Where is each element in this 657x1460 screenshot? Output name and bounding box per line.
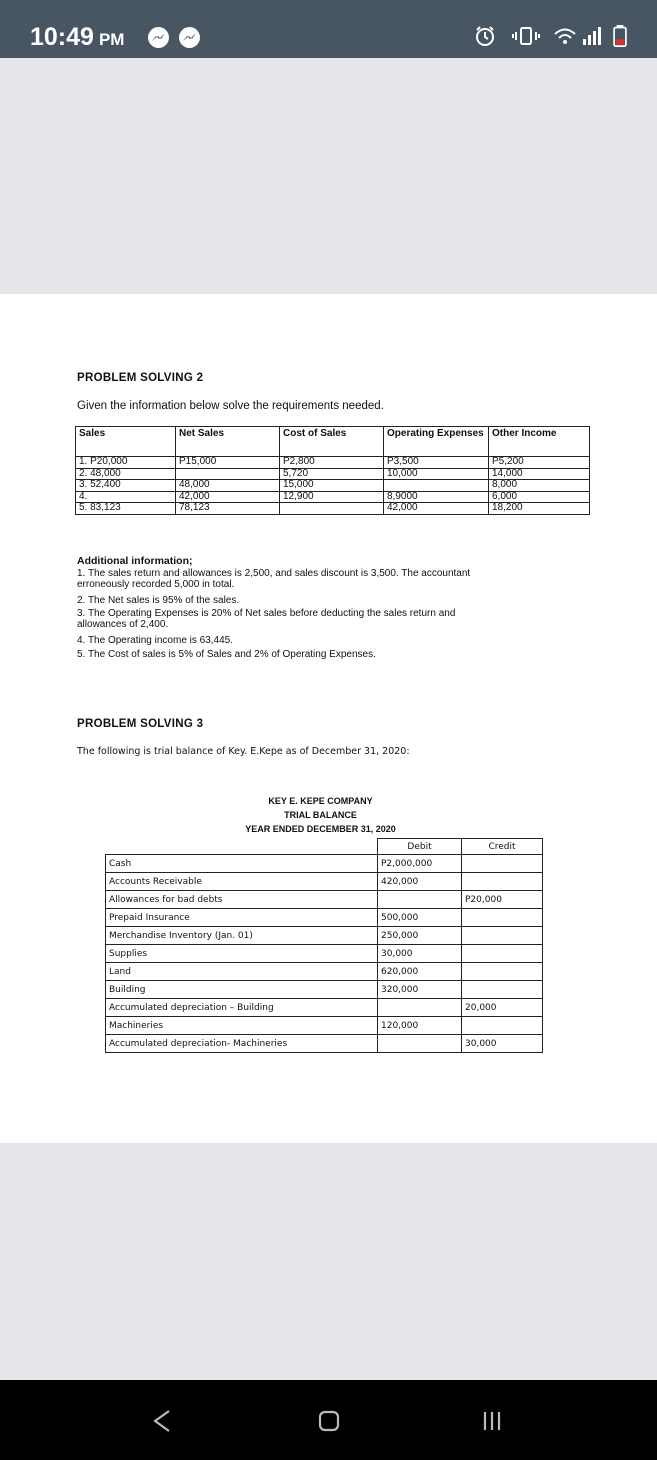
table-row: [76, 457, 590, 469]
table-cell: 48,000: [176, 480, 280, 492]
table-cell: 8,9000: [384, 491, 489, 503]
additional-info-line: 4. The Operating income is 63,445.: [77, 635, 234, 646]
account-name: Machineries: [106, 1017, 378, 1035]
credit-value: [462, 963, 543, 981]
navigation-bar: [0, 1380, 657, 1460]
credit-value: 20,000: [462, 999, 543, 1017]
table-cell: 42,000: [384, 503, 489, 515]
table-row: [106, 945, 543, 963]
column-header: Sales: [76, 427, 176, 457]
credit-value: [462, 927, 543, 945]
trial-balance-table: [105, 838, 543, 1053]
account-name: Prepaid Insurance: [106, 909, 378, 927]
account-name: Building: [106, 981, 378, 999]
account-name: Land: [106, 963, 378, 981]
additional-info-line: allowances of 2,400.: [77, 619, 169, 630]
recent-apps-icon[interactable]: [480, 1410, 504, 1432]
messenger-icon: [179, 27, 200, 48]
document-image[interactable]: [0, 294, 657, 1143]
credit-value: [462, 1017, 543, 1035]
report-period: YEAR ENDED DECEMBER 31, 2020: [245, 824, 396, 834]
table-row: [106, 927, 543, 945]
column-header: Other Income: [489, 427, 590, 457]
problem2-table: [75, 426, 590, 515]
debit-value: 500,000: [378, 909, 462, 927]
signal-icon: [581, 25, 603, 47]
debit-value: 420,000: [378, 873, 462, 891]
credit-value: [462, 909, 543, 927]
table-row: [106, 1017, 543, 1035]
column-header: Net Sales: [176, 427, 280, 457]
table-cell: [384, 480, 489, 492]
credit-value: [462, 873, 543, 891]
table-row: [106, 981, 543, 999]
account-name: Accumulated depreciation- Machineries: [106, 1035, 378, 1053]
image-viewer-background: [0, 58, 657, 294]
account-name: Accumulated depreciation – Building: [106, 999, 378, 1017]
table-cell: 78,123: [176, 503, 280, 515]
battery-icon: [612, 25, 628, 47]
wifi-icon: [553, 25, 577, 47]
credit-value: P20,000: [462, 891, 543, 909]
account-name: Allowances for bad debts: [106, 891, 378, 909]
credit-header: Credit: [462, 839, 543, 855]
problem2-heading: PROBLEM SOLVING 2: [77, 372, 204, 384]
account-name: Accounts Receivable: [106, 873, 378, 891]
table-cell: 4.: [76, 491, 176, 503]
table-cell: 5,720: [280, 468, 384, 480]
table-cell: P5,200: [489, 457, 590, 469]
additional-info-line: erroneously recorded 5,000 in total.: [77, 579, 235, 590]
additional-info-line: 5. The Cost of sales is 5% of Sales and 2% of Operating Expenses.: [77, 649, 376, 660]
table-row: [106, 891, 543, 909]
table-cell: 3. 52,400: [76, 480, 176, 492]
table-row: [76, 503, 590, 515]
debit-header: Debit: [378, 839, 462, 855]
credit-value: [462, 855, 543, 873]
credit-value: 30,000: [462, 1035, 543, 1053]
table-row: [76, 480, 590, 492]
table-cell: 15,000: [280, 480, 384, 492]
back-icon[interactable]: [150, 1408, 174, 1434]
table-row: [106, 909, 543, 927]
home-icon[interactable]: [317, 1409, 341, 1433]
problem3-heading: PROBLEM SOLVING 3: [77, 718, 204, 730]
company-name: KEY E. KEPE COMPANY: [268, 796, 373, 806]
table-cell: 42,000: [176, 491, 280, 503]
account-name: Merchandise Inventory (Jan. 01): [106, 927, 378, 945]
problem3-intro: The following is trial balance of Key. E.Kepe as of December 31, 2020:: [77, 746, 410, 757]
debit-value: 250,000: [378, 927, 462, 945]
problem2-intro: Given the information below solve the requirements needed.: [77, 400, 384, 412]
table-row: [106, 855, 543, 873]
table-row: [106, 999, 543, 1017]
debit-value: 320,000: [378, 981, 462, 999]
debit-value: 620,000: [378, 963, 462, 981]
column-header: Cost of Sales: [280, 427, 384, 457]
blank-header-cell: [106, 839, 378, 855]
table-cell: 8,000: [489, 480, 590, 492]
account-name: Cash: [106, 855, 378, 873]
table-cell: [280, 503, 384, 515]
debit-value: 30,000: [378, 945, 462, 963]
debit-value: 120,000: [378, 1017, 462, 1035]
table-header-row: [76, 427, 590, 457]
table-cell: 14,000: [489, 468, 590, 480]
table-cell: 12,900: [280, 491, 384, 503]
debit-value: P2,000,000: [378, 855, 462, 873]
table-row: [76, 468, 590, 480]
table-cell: [176, 468, 280, 480]
credit-value: [462, 945, 543, 963]
table-cell: 5. 83,123: [76, 503, 176, 515]
debit-value: [378, 1035, 462, 1053]
credit-value: [462, 981, 543, 999]
messenger-icon: [148, 27, 169, 48]
table-cell: P2,800: [280, 457, 384, 469]
clock: 10:49 PM: [30, 23, 125, 51]
additional-info-line: 1. The sales return and allowances is 2,500, and sales discount is 3,500. The accountant: [77, 568, 471, 579]
table-cell: P3,500: [384, 457, 489, 469]
table-cell: 10,000: [384, 468, 489, 480]
alarm-icon: [474, 25, 496, 47]
debit-value: [378, 999, 462, 1017]
table-cell: P15,000: [176, 457, 280, 469]
table-cell: 1. P20,000: [76, 457, 176, 469]
debit-value: [378, 891, 462, 909]
additional-info-title: Additional information;: [77, 555, 193, 567]
image-viewer-background: [0, 1143, 657, 1380]
table-cell: 18,200: [489, 503, 590, 515]
table-row: [106, 1035, 543, 1053]
column-header: Operating Expenses: [384, 427, 489, 457]
additional-info-line: 3. The Operating Expenses is 20% of Net sales before deducting the sales return and: [77, 608, 456, 619]
table-cell: 2. 48,000: [76, 468, 176, 480]
table-row: [76, 491, 590, 503]
vibrate-icon: [511, 25, 541, 47]
table-cell: 6,000: [489, 491, 590, 503]
table-header-row: [106, 839, 543, 855]
status-bar: [0, 0, 657, 58]
report-title: TRIAL BALANCE: [284, 810, 357, 820]
account-name: Supplies: [106, 945, 378, 963]
table-row: [106, 873, 543, 891]
additional-info-line: 2. The Net sales is 95% of the sales.: [77, 595, 240, 606]
table-row: [106, 963, 543, 981]
